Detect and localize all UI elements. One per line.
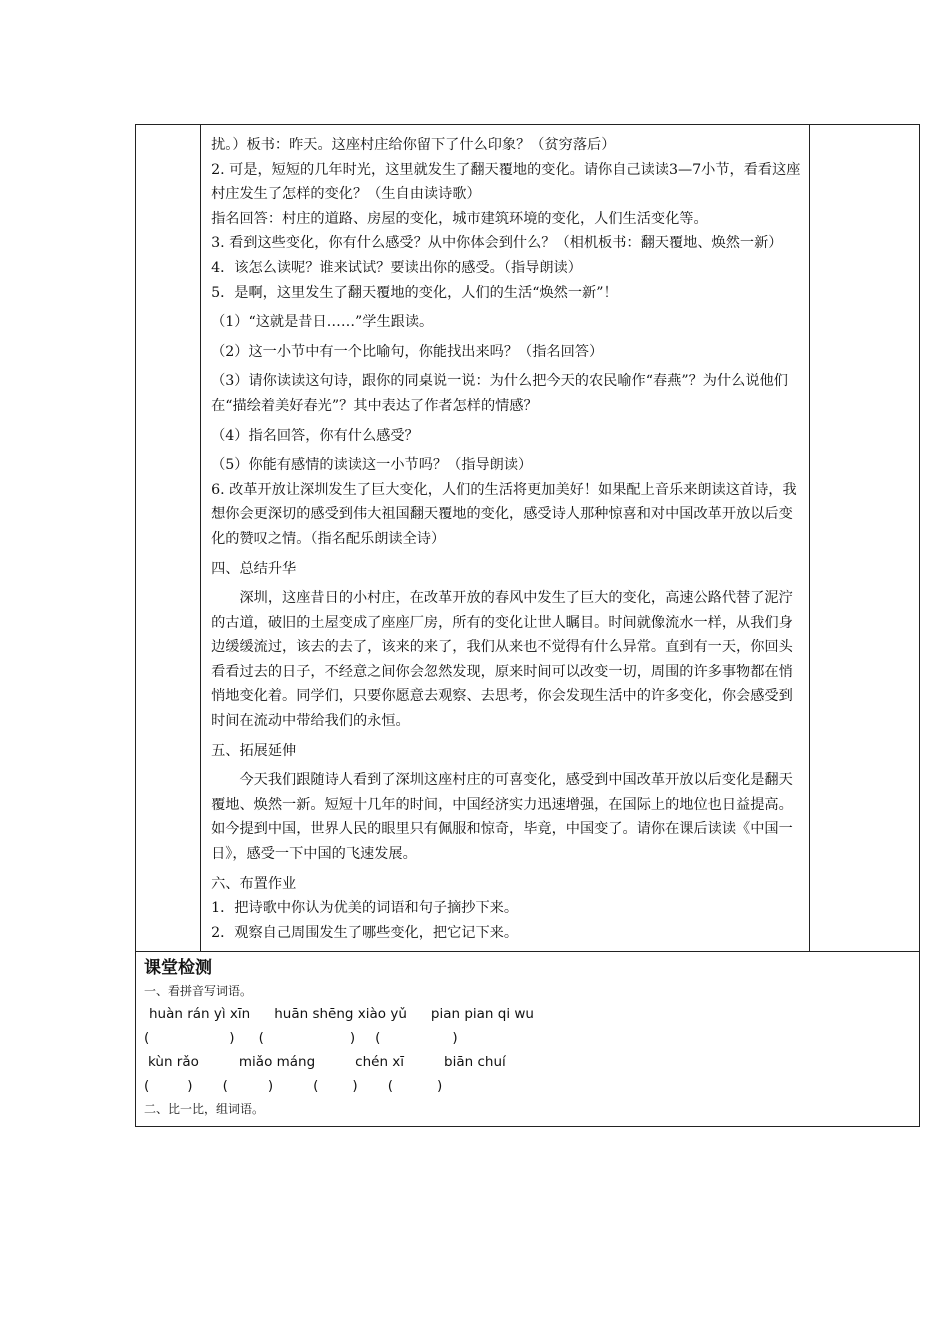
pinyin-item: pian pian qi wu bbox=[430, 1006, 534, 1023]
text-line: （3）请你读读这句诗，跟你的同桌说一说：为什么把今天的农民喻作“春燕”？为什么说他们在“描绘着美好春光”？其中表达了作者怎样的情感？ bbox=[211, 373, 788, 414]
check-title: 课堂检测 bbox=[144, 958, 212, 979]
answer-blank-open: ( bbox=[375, 1030, 381, 1047]
answer-blank-close: ) bbox=[229, 1030, 235, 1047]
answer-blank-close: ) bbox=[267, 1078, 274, 1095]
answer-blank-open: ( bbox=[387, 1078, 393, 1095]
left-blank-cell bbox=[136, 125, 201, 952]
question-2: 二、比一比，组词语。 bbox=[144, 1102, 265, 1117]
answer-blank-close: ) bbox=[452, 1030, 458, 1047]
pinyin-row bbox=[144, 1002, 909, 1026]
text-line: 5．是啊，这里发生了翻天覆地的变化，人们的生活“焕然一新”！ bbox=[211, 284, 618, 301]
pinyin-row bbox=[144, 1050, 909, 1074]
blank-row bbox=[144, 1026, 909, 1050]
right-blank-cell bbox=[809, 125, 919, 952]
section-heading: 六、布置作业 bbox=[211, 875, 297, 892]
paragraph: 今天我们跟随诗人看到了深圳这座村庄的可喜变化，感受到中国改革开放以后变化是翻天覆地、焕然一新。短短十几年的时间，中国经济实力迅速增强，在国际上的地位也日益提高。如今提到中国，世界人民的眼里只有佩服和惊奇，毕竟，中国变了。请你在课后读读《中国一日》，感受一下中国的飞速发展。 bbox=[211, 772, 793, 863]
paragraph: 深圳，这座昔日的小村庄，在改革开放的春风中发生了巨大的变化，高速公路代替了泥泞的古道，破旧的土屋变成了座座厂房，所有的变化让世人瞩目。时间就像流水一样，从我们身边缓缓流过，该去的去了，该来的来了，我们从来也不觉得有什么异常。直到有一天，你回头看看过去的日子，不经意之间你会忽然发现，原来时间可以改变一切，周围的许多事物都在悄悄地变化着。同学们，只要你愿意去观察、去思考，你会发现生活中的许多变化，你会感受到时间在流动中带给我们的永恒。 bbox=[211, 590, 793, 730]
answer-blank-open: ( bbox=[144, 1078, 150, 1095]
lesson-content-cell bbox=[201, 125, 810, 952]
classroom-check-cell bbox=[136, 952, 920, 1127]
answer-blank-close: ) bbox=[187, 1078, 193, 1095]
text-line: 2. 可是，短短的几年时光，这里就发生了翻天覆地的变化。请你自己读读3—7小节，看看这座村庄发生了怎样的变化？（生自由读诗歌） bbox=[211, 161, 801, 203]
text-line: 3. 看到这些变化，你有什么感受？从中你体会到什么？（相机板书：翻天覆地、焕然一新） bbox=[211, 235, 783, 252]
text-line: 2．观察自己周围发生了哪些变化，把它记下来。 bbox=[211, 924, 519, 941]
answer-blank-close: ) bbox=[349, 1030, 356, 1047]
answer-blank-open: ( bbox=[222, 1078, 228, 1095]
blank-row bbox=[144, 1074, 909, 1098]
text-line: 1．把诗歌中你认为优美的词语和句子摘抄下来。 bbox=[211, 900, 519, 917]
check-row bbox=[136, 952, 920, 1127]
text-line: （2）这一小节中有一个比喻句，你能找出来吗？（指名回答） bbox=[211, 343, 604, 360]
answer-blank-open: ( bbox=[258, 1030, 264, 1047]
pinyin-item: kùn rǎo bbox=[148, 1054, 199, 1071]
pinyin-item: huàn rán yì xīn bbox=[149, 1006, 251, 1023]
pinyin-item: biān chuí bbox=[444, 1054, 506, 1071]
answer-blank-close: ) bbox=[436, 1078, 443, 1095]
text-line: 4．该怎么读呢？谁来试试？要读出你的感受。（指导朗读） bbox=[211, 259, 582, 276]
text-line: （1）“这就是昔日……”学生跟读。 bbox=[211, 314, 434, 331]
pinyin-item: huān shēng xiào yǔ bbox=[274, 1006, 407, 1023]
text-line: （4）指名回答，你有什么感受？ bbox=[211, 427, 419, 444]
answer-blank-close: ) bbox=[352, 1078, 358, 1095]
question-1: 一、看拼音写词语。 bbox=[144, 984, 253, 999]
section-heading: 四、总结升华 bbox=[211, 560, 297, 577]
text-line: 6. 改革开放让深圳发生了巨大变化，人们的生活将更加美好！如果配上音乐来朗读这首诗，我想你会更深切的感受到伟大祖国翻天覆地的变化，感受诗人那种惊喜和对中国改革开放以后变化的赞叹之情。（指名配乐朗读全诗） bbox=[211, 481, 797, 547]
answer-blank-open: ( bbox=[144, 1030, 150, 1047]
lesson-row bbox=[136, 125, 920, 952]
pinyin-item: miǎo máng bbox=[238, 1054, 316, 1071]
text-line: 扰。）板书：昨天。这座村庄给你留下了什么印象？（贫穷落后） bbox=[211, 137, 616, 153]
lesson-plan-table bbox=[135, 124, 920, 1127]
text-line: 指名回答：村庄的道路、房屋的变化，城市建筑环境的变化，人们生活变化等。 bbox=[211, 210, 708, 227]
text-line: （5）你能有感情的读读这一小节吗？（指导朗读） bbox=[211, 457, 533, 474]
pinyin-item: chén xī bbox=[355, 1054, 405, 1071]
section-heading: 五、拓展延伸 bbox=[211, 742, 297, 759]
answer-blank-open: ( bbox=[313, 1078, 319, 1095]
